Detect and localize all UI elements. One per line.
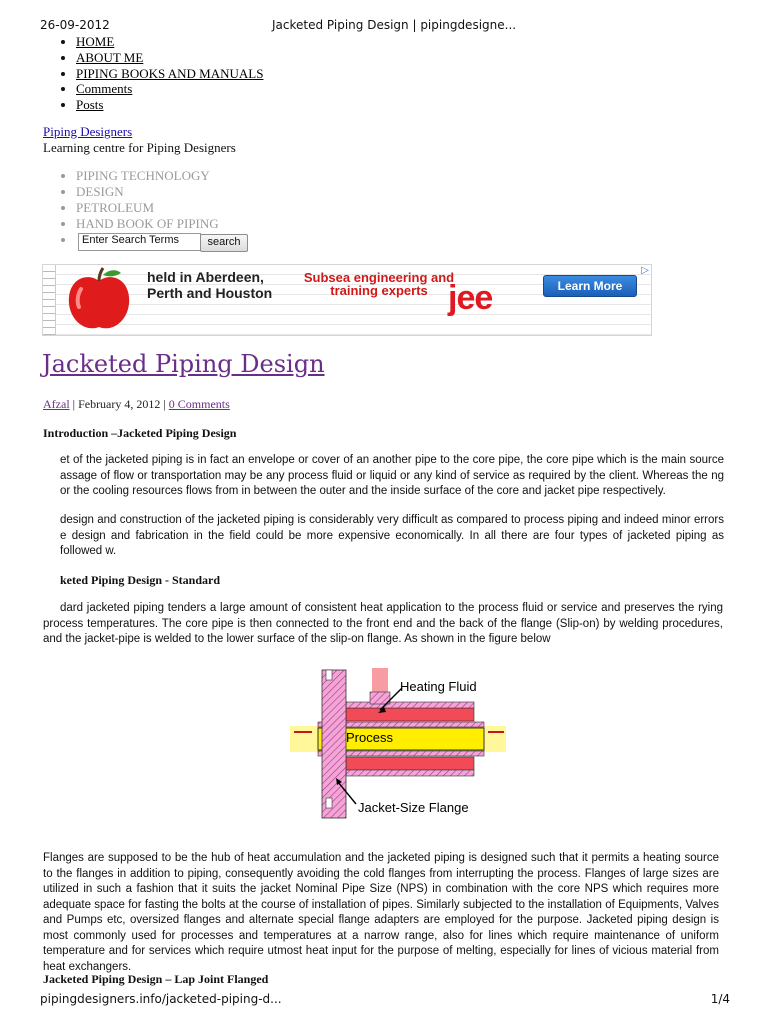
post-date: February 4, 2012 xyxy=(78,397,161,411)
search-input[interactable]: Enter Search Terms xyxy=(78,233,201,251)
notebook-spiral xyxy=(43,265,56,335)
ad-text-line1: held in Aberdeen, xyxy=(147,269,264,285)
ad-highlight-line1: Subsea engineering and xyxy=(303,270,455,285)
apple-icon xyxy=(63,267,135,333)
print-url: pipingdesigners.info/jacketed-piping-d... xyxy=(40,992,282,1006)
site-name xyxy=(43,124,132,140)
intro-heading: Introduction –Jacketed Piping Design xyxy=(43,426,237,440)
intro-paragraph-2: design and construction of the jacketed piping is considerably very difficult as compared to process piping and indeed minor errors e design and fabrication in the field could be more expensive economically. In all there are four types of jacketed piping as followed w. xyxy=(60,514,724,557)
label-process: Process xyxy=(346,730,393,745)
standard-heading: keted Piping Design - Standard xyxy=(60,573,221,587)
print-page-number: 1/4 xyxy=(710,992,730,1006)
search-button[interactable]: search xyxy=(200,234,248,252)
nav-link-about[interactable]: ABOUT ME xyxy=(76,49,144,65)
meta-sep: | xyxy=(160,397,169,411)
nav-link-posts[interactable]: Posts xyxy=(76,97,104,113)
print-date: 26-09-2012 xyxy=(40,18,110,32)
nav-link-home[interactable]: HOME xyxy=(76,34,115,49)
nav-item-posts xyxy=(76,97,263,113)
nav-link-comments[interactable]: Comments xyxy=(76,81,133,97)
post-author-link[interactable]: Afzal xyxy=(43,397,70,411)
flanges-paragraph: Flanges are supposed to be the hub of heat accumulation and the jacketed piping is designed such that it permits a heating source to the flanges in addition to piping, consequently avoiding the cold flanges from interrupting the process. Flanges of large sizes are utilized in such a fashion that it suits the jacket Nominal Pipe Size (NPS) in combination with the core NPS which requires more adequate space for fasting the bolts at the course of installation of pipes. Similarly subjected to the installation of Equipments, Valves and Pumps etc, oversized flanges and alternate special flange adapters are employed for the purpose. Jacketed piping design is most commonly used for processes and temperatures at a narrow range, also for lines which require maintenance of uniform temperature and for services which require utmost heat input for the purpose of melting, especially for lines of vicious material from heat exchangers. xyxy=(43,852,719,973)
ad-highlight-line2: training experts xyxy=(330,283,428,298)
nav-item-books xyxy=(76,66,263,82)
meta-sep: | xyxy=(72,397,79,411)
ad-learn-more-button[interactable]: Learn More xyxy=(543,275,637,297)
label-jacket-size-flange: Jacket-Size Flange xyxy=(358,800,469,815)
nav-link-books[interactable]: PIPING BOOKS AND MANUALS xyxy=(76,65,264,81)
ad-text-left xyxy=(147,269,272,301)
print-page-title: Jacketed Piping Design | pipingdesigne... xyxy=(272,18,517,32)
post-title[interactable]: Jacketed Piping Design xyxy=(42,350,325,378)
site-tagline: Learning centre for Piping Designers xyxy=(43,140,236,155)
print-footer xyxy=(40,992,730,1008)
site-name-link[interactable]: Piping Designers xyxy=(43,124,133,139)
category-item-petroleum[interactable]: • PETROLEUM xyxy=(76,200,219,216)
print-header xyxy=(40,18,728,34)
standard-paragraph: dard jacketed piping tenders a large amount of consistent heat application to the process fluid or service and preserves the rying process temperatures. The core pipe is then connected to the front end and the back of the flange (Slip-on) by welding procedures, and the jacket-pipe is welded to the lower surface of the slip-on flange. As shown in the figure below xyxy=(43,602,723,645)
top-nav xyxy=(40,34,263,113)
nav-item-home xyxy=(76,34,263,50)
ad-brand-logo: jee xyxy=(448,279,493,317)
nav-item-about xyxy=(76,50,263,66)
category-item-piping-technology[interactable]: • PIPING TECHNOLOGY xyxy=(76,168,219,184)
category-item-design[interactable]: • DESIGN xyxy=(76,184,219,200)
intro-paragraph-1: et of the jacketed piping is in fact an envelope or cover of an another pipe to the core pipe, the core pipe which is the main source assage of flow or transportation may be any process fluid or liquid or any kind of service as required by the client. Whereas the ng or the cooling resources flows from in between the outer and the inside surface of the core and jacket pipe respectively. xyxy=(60,454,724,497)
label-heating-fluid: Heating Fluid xyxy=(400,679,477,694)
ad-choices-icon[interactable]: ▷ xyxy=(641,265,649,276)
post-comments-link[interactable]: 0 Comments xyxy=(168,397,230,411)
category-item-hand-book[interactable]: • HAND BOOK OF PIPING xyxy=(76,216,219,232)
lap-joint-heading: Jacketed Piping Design – Lap Joint Flanged xyxy=(43,972,269,986)
ad-text-line2: Perth and Houston xyxy=(147,285,273,301)
nav-item-comments xyxy=(76,81,263,97)
ad-banner[interactable] xyxy=(42,264,652,336)
jacketed-pipe-diagram xyxy=(290,660,506,820)
ad-highlight xyxy=(299,271,459,297)
post-meta xyxy=(43,397,230,412)
